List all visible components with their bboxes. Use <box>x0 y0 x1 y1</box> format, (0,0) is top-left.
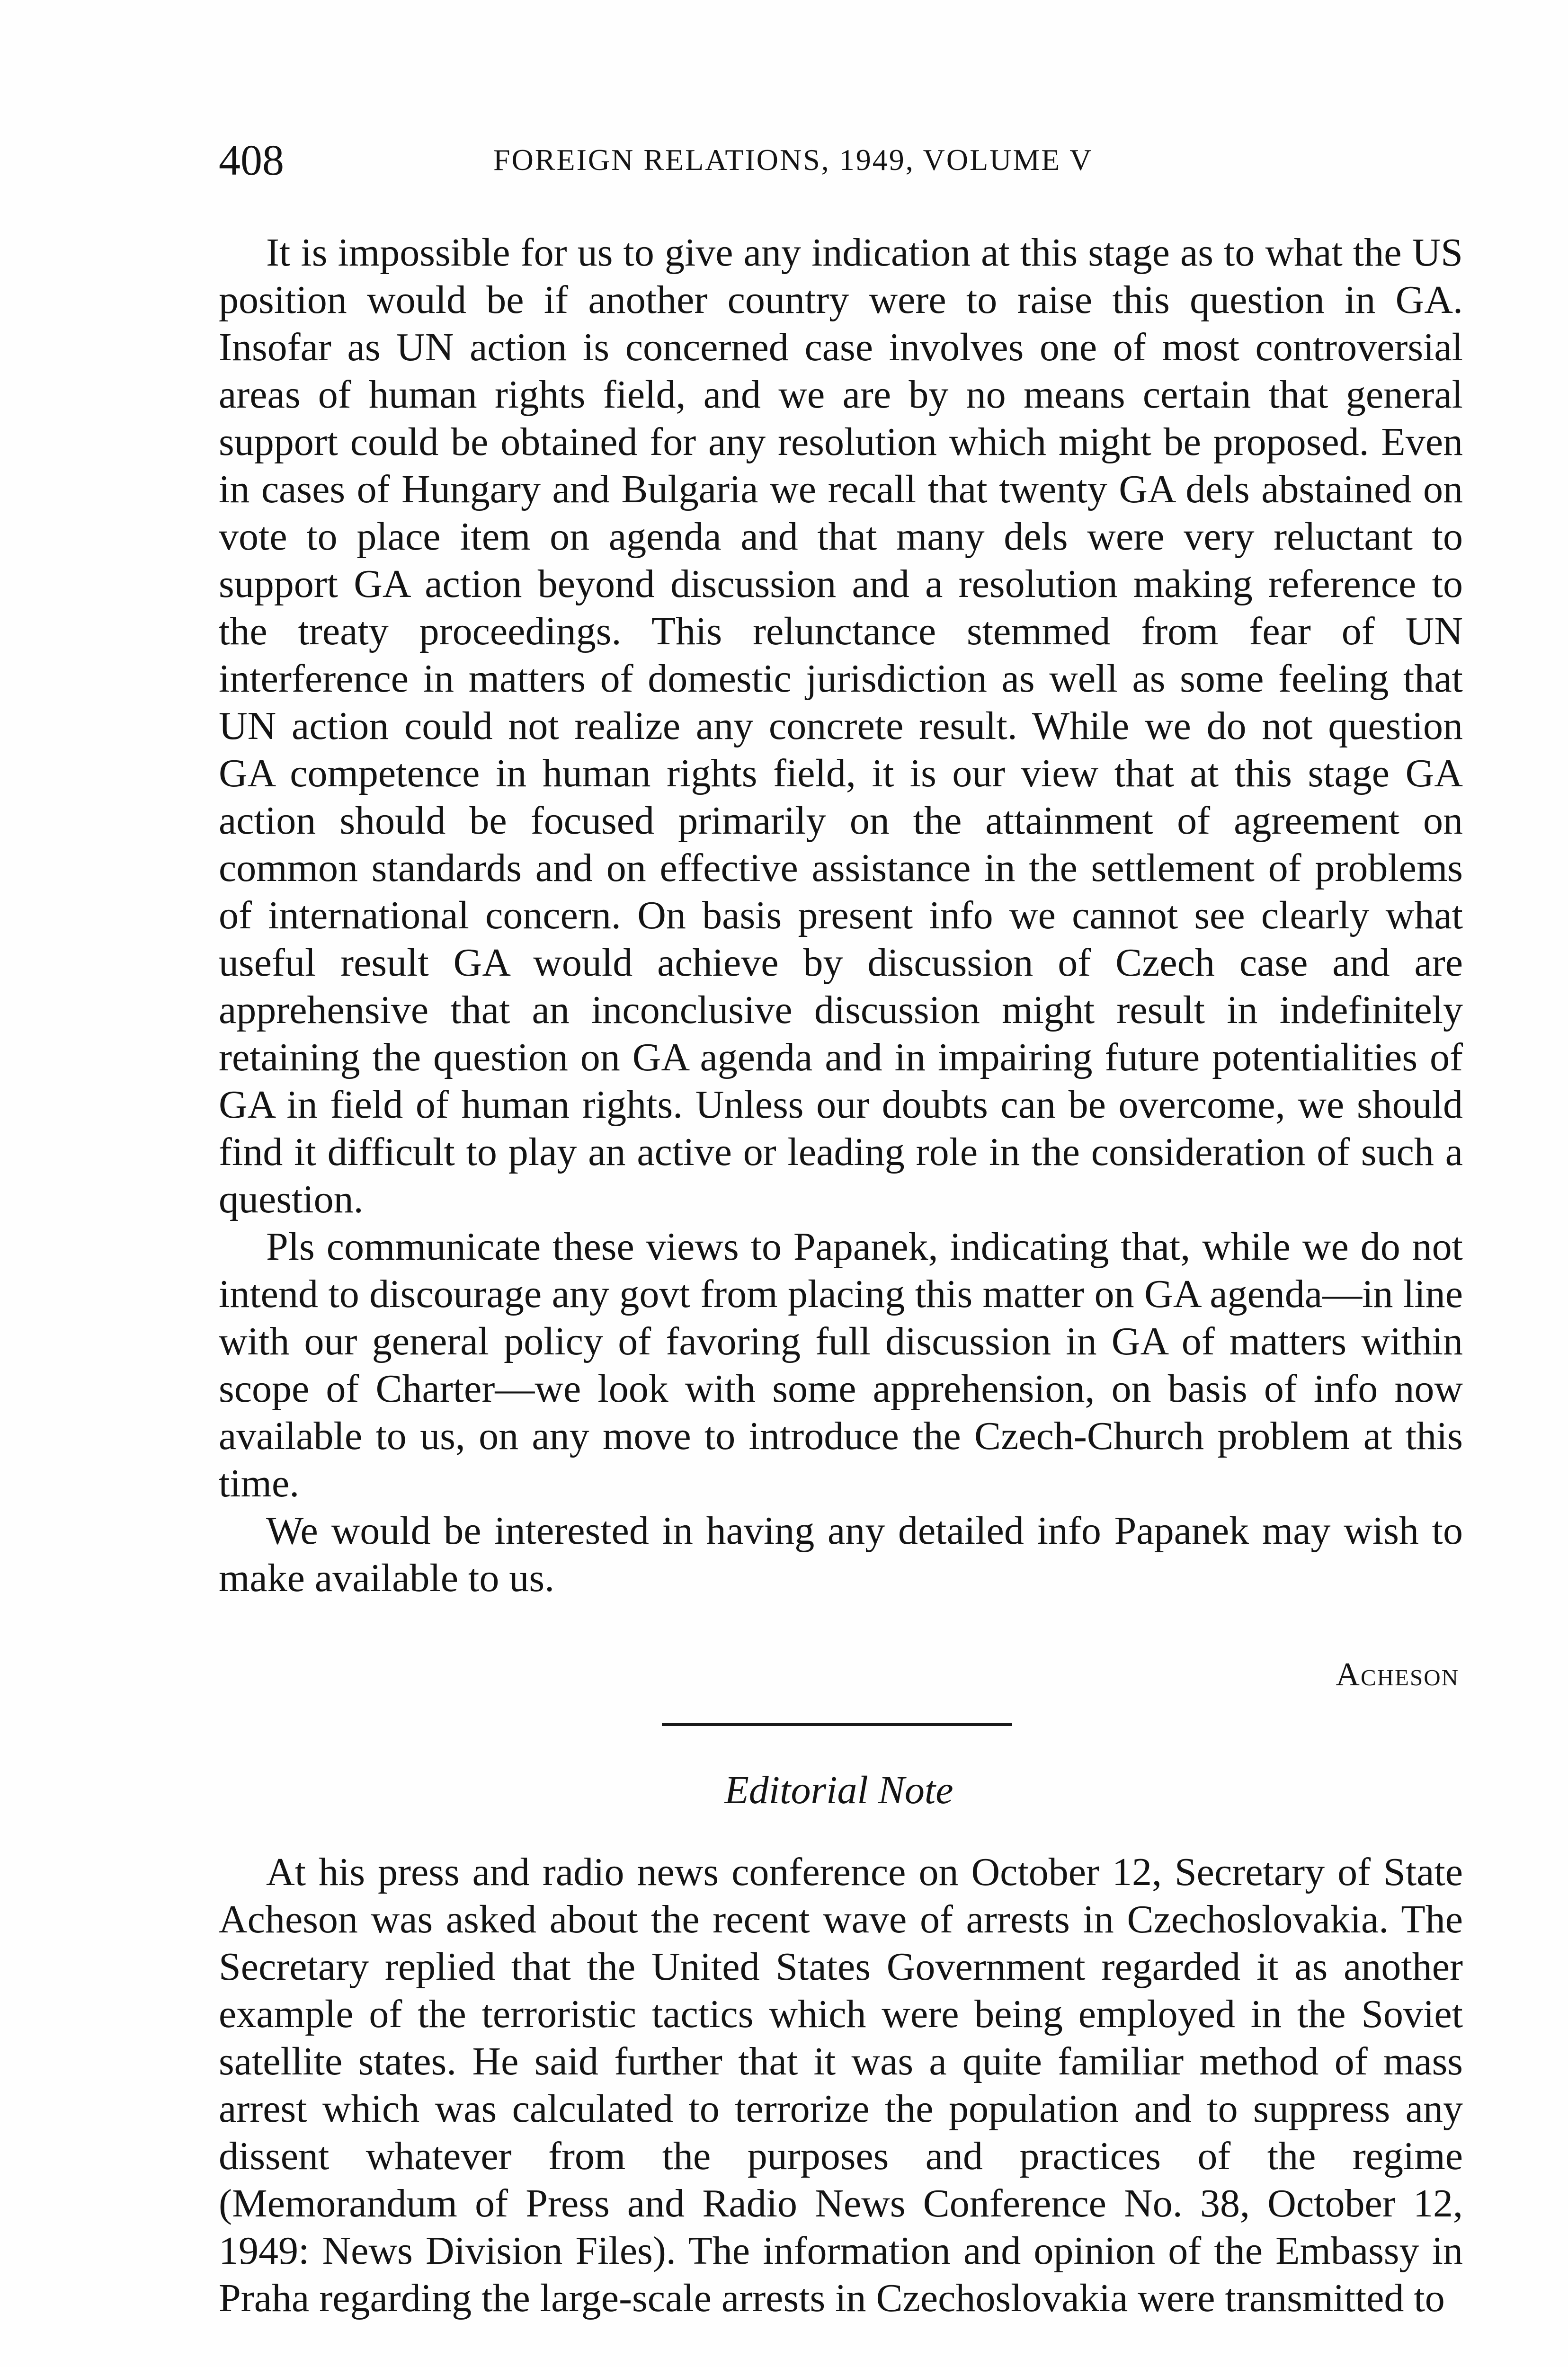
page-header <box>219 127 1469 193</box>
telegram-body <box>219 229 1463 1602</box>
running-title: FOREIGN RELATIONS, 1949, VOLUME V <box>493 143 1093 177</box>
letter-paragraph: It is impossible for us to give any indication at this stage as to what the US position would be if another country were to raise this question in GA. Insofar as UN action is concerned case involves one of most controversial areas of human rights field, and we are by no means certain that general support could be obtained for any resolution which might be proposed. Even in cases of Hungary and Bulgaria we recall that twenty GA dels abstained on vote to place item on agenda and that many dels were very reluctant to support GA action beyond discussion and a resolution making reference to the treaty proceedings. This relunctance stemmed from fear of UN interference in matters of domestic jurisdiction as well as some feeling that UN action could not realize any concrete result. While we do not question GA competence in human rights field, it is our view that at this stage GA action should be focused primarily on the attainment of agreement on common standards and on effective assistance in the settlement of problems of international concern. On basis present info we cannot see clearly what useful result GA would achieve by discussion of Czech case and are apprehensive that an inconclusive discussion might result in indefinitely retaining the question on GA agenda and in impairing future potentialities of GA in field of human rights. Unless our doubts can be overcome, we should find it difficult to play an active or leading role in the consideration of such a question. <box>219 231 1463 1221</box>
signature: Acheson <box>1336 1656 1459 1693</box>
letter-paragraph: We would be interested in having any detailed info Papanek may wish to make available to us. <box>219 1509 1463 1600</box>
section-divider <box>662 1723 1012 1726</box>
editorial-note-body <box>219 1849 1463 2322</box>
editorial-note-title: Editorial Note <box>724 1768 953 1812</box>
letter-paragraph: Pls communicate these views to Papanek, indicating that, while we do not intend to discourage any govt from placing this matter on GA agenda—in line with our general policy of favoring full discussion in GA of matters within scope of Charter—we look with some apprehension, on basis of info now available to us, on any move to introduce the Czech-Church problem at this time. <box>219 1225 1463 1505</box>
note-paragraph: At his press and radio news conference on October 12, Secretary of State Acheson was asked about the recent wave of arrests in Czechoslovakia. The Secretary replied that the United States Government regarded it as another example of the terroristic tactics which were being employed in the Soviet satellite states. He said further that it was a quite familiar method of mass arrest which was calculated to terrorize the population and to suppress any dissent whatever from the purposes and practices of the regime (Memorandum of Press and Radio News Conference No. 38, October 12, 1949: News Division Files). The information and opinion of the Embassy in Praha regarding the large-scale arrests in Czechoslovakia were transmitted to <box>219 1850 1463 2320</box>
page-number: 408 <box>219 136 284 184</box>
